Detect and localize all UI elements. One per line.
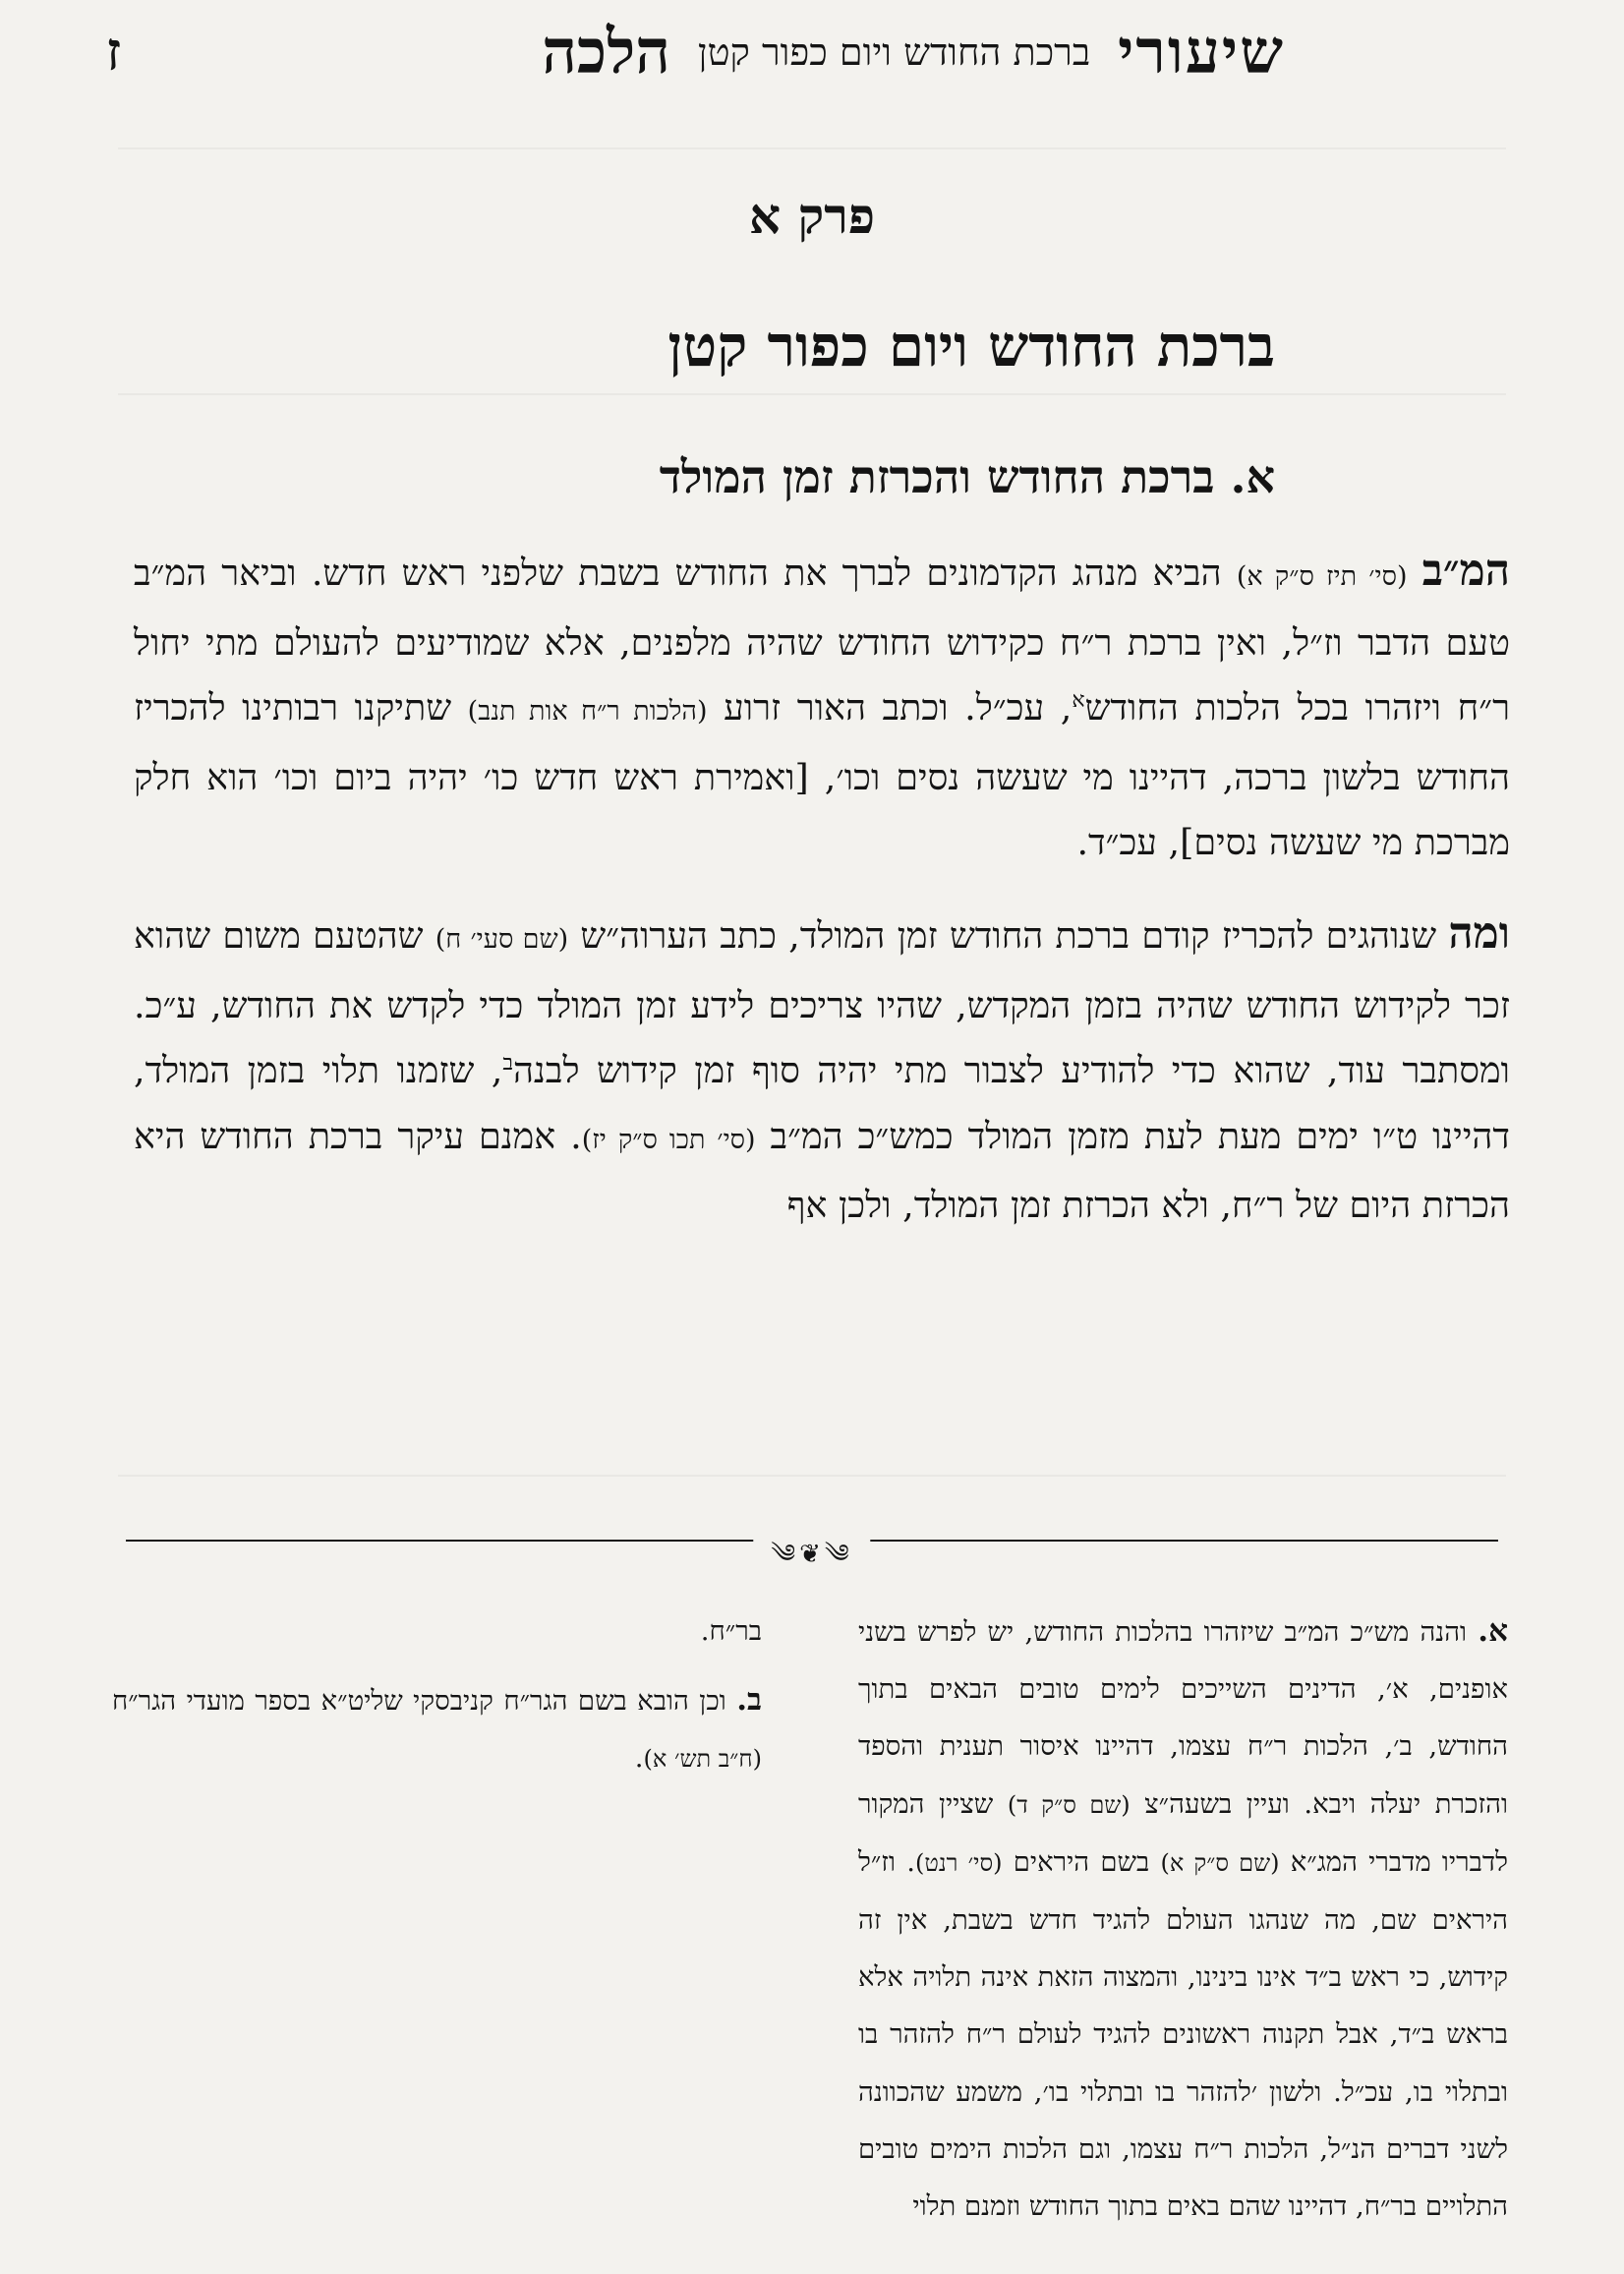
running-head (108, 8, 1285, 96)
source-citation: (סי׳ תיז ס״ק א) (1236, 561, 1408, 592)
footnote-text: וכן הובא בשם הגר״ח קניבסקי שליט״א בספר מועדי הגר״ח (112, 1685, 726, 1718)
paragraph-1 (134, 539, 1510, 876)
paragraph-lead-word: המ״ב (1421, 546, 1511, 596)
chapter-title: ברכת החודש ויום כפור קטן (667, 313, 1275, 379)
paragraph-text: . אמנם עיקר ברכת החודש היא הכרזת היום של ר״ח, ולא הכרזת זמן המולד, ולכן אף (134, 1114, 1510, 1227)
paragraph-text: , עכ״ל. וכתב האור זרוע (724, 686, 1073, 729)
source-citation: (שם ס״ק ד) (1007, 1790, 1131, 1819)
main-text (134, 539, 1510, 1239)
bleed-through-line (118, 1475, 1506, 1502)
footnote-label: א. (1478, 1613, 1508, 1649)
footnote-a (858, 1603, 1508, 2235)
source-citation: (שם סעי׳ ח) (435, 923, 569, 955)
footnote-b (112, 1671, 762, 1787)
source-citation: (סי׳ רנט) (915, 1848, 1003, 1877)
footnotes (112, 1603, 1508, 2246)
source-citation: (ח״ב תש׳ א) (643, 1745, 762, 1774)
page-number: ז (106, 20, 122, 83)
bleed-through-line (118, 147, 1506, 175)
bleed-through-line (118, 393, 1506, 421)
source-citation: (שם ס״ק א) (1160, 1848, 1280, 1877)
ornament-icon: ༄❦༄ (753, 1526, 870, 1598)
paragraph-2 (134, 902, 1510, 1239)
footnote-marker[interactable]: א (1072, 688, 1085, 714)
footnote-text: בר״ח. (700, 1615, 762, 1647)
section-title: א. ברכת החודש והכרזת זמן המולד (659, 450, 1275, 503)
footnote-column-left (112, 1603, 762, 2246)
perek-heading: פרק א (748, 187, 876, 245)
header-chapter-name: ברכת החודש ויום כפור קטן (697, 29, 1091, 74)
paragraph-text: שנוהגים להכריז קודם ברכת החודש זמן המולד, כתב הערוה״ש (580, 913, 1437, 957)
footnote-text: . (634, 1742, 644, 1775)
paragraph-text: שהטעם משום שהוא זכר לקידוש החודש שהיה בזמן המקדש, שהיו צריכים לידע זמן המולד כדי לקדש את החודש, ע״כ. ומסתבר עוד, שהוא כדי להודיע לצבור מתי יהיה סוף זמן קידוש לבנה (134, 913, 1510, 1092)
footnote-column-right (858, 1603, 1508, 2246)
footnote-label: ב. (736, 1682, 762, 1719)
paragraph-text: , שזמנו תלוי בזמן המולד, דהיינו ט״ו ימים מעת לעת מזמן המולד כמש״כ המ״ב (134, 1049, 1510, 1157)
paragraph-text: הביא מנהג הקדמונים לברך את החודש בשבת שלפני ראש חדש. וביאר המ״ב טעם הדבר וז״ל, ואין ברכת ר״ח כקידוש החודש שהיה מלפנים, אלא שמודיעים להעולם מתי יחול ר״ח ויזהרו בכל הלכות החודש (134, 552, 1510, 729)
source-citation: (סי׳ תכו ס״ק יז) (581, 1124, 756, 1155)
paragraph-lead-word: ומה (1448, 907, 1510, 959)
header-halacha: הלכה (542, 16, 670, 87)
footnote-a-continued (112, 1603, 762, 1660)
footnote-text: . וז״ל היראים שם, מה שנהגו העולם להגיד חדש בשבת, אין זה קידוש, כי ראש ב״ד אינו בינינו, והמצוה הזאת אינה תלויה אלא בראש ב״ד, אבל תקנוה ראשונים להגיד לעולם ר״ח להזהר בו ובתלוי בו, עכ״ל. ולשון ׳להזהר בו ובתלוי בו׳, משמע שהכוונה לשני דברים הנ״ל, הלכות ר״ח עצמו, וגם הלכות הימים טובים התלויים בר״ח, דהיינו שהם באים בתוך החודש וזמנם תלוי (858, 1845, 1508, 2223)
source-citation: (הלכות ר״ח אות תנב) (467, 696, 708, 728)
footnote-divider (126, 1526, 1498, 1569)
header-shiurei: שיעורי (1118, 16, 1285, 87)
footnote-text: שציין המקור לדבריו מדברי המג״א (858, 1787, 1508, 1878)
paragraph-text: שתיקנו רבותינו להכריז החודש בלשון ברכה, דהיינו מי שעשה נסים וכו׳, [ואמירת ראש חדש כו׳ יהיה ביום וכו׳ הוא חלק מברכת מי שעשה נסים], עכ״ד. (134, 686, 1510, 864)
footnote-text: בשם היראים (1013, 1845, 1150, 1878)
footnote-marker[interactable]: ב (502, 1051, 514, 1076)
footnote-text: והנה מש״כ המ״ב שיזהרו בהלכות החודש, יש לפרש בשני אופנים, א׳, הדינים השייכים לימים טובים הבאים בתוך החודש, ב׳, הלכות ר״ח עצמו, דהיינו איסור תענית והספד והזכרת יעלה ויבא. ועיין בשעה״צ (858, 1616, 1509, 1820)
